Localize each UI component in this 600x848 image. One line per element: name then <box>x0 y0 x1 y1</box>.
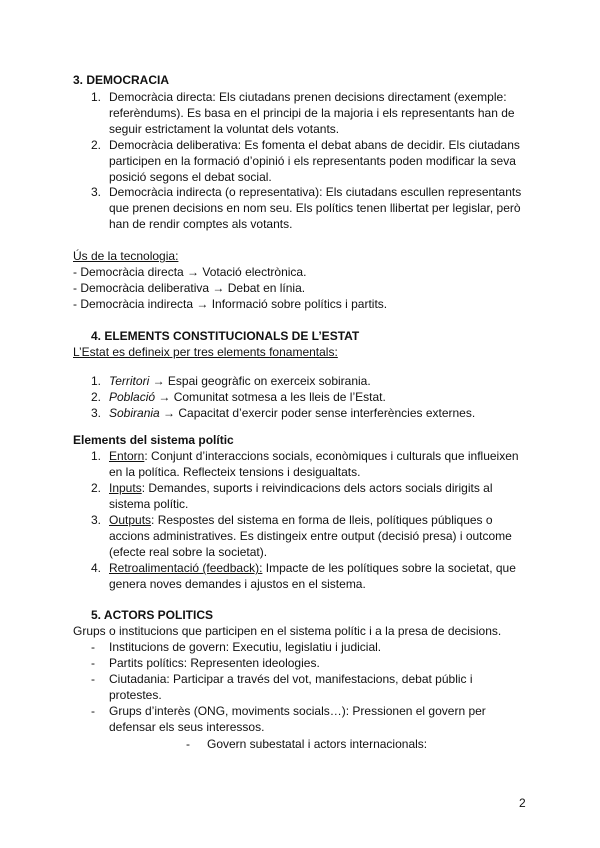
list-item-line: sistema polític. <box>109 497 189 511</box>
list-number: 1. <box>91 449 102 463</box>
section-4-intro: L’Estat es defineix per tres elements fonamentals: <box>73 345 338 359</box>
bullet-dash: - <box>91 672 95 686</box>
term: Outputs <box>109 513 152 527</box>
list-number: 3. <box>91 185 102 199</box>
tech-line: - Democràcia indirecta → Informació sobre polítics i partits. <box>73 297 388 311</box>
list-item-line <box>109 560 516 576</box>
tech-title: Ús de la tecnologia: <box>73 249 179 263</box>
list-number: 4. <box>91 561 102 575</box>
bullet-line: defensar els seus interessos. <box>109 720 265 734</box>
list-item-line: Democràcia deliberativa: Es fomenta el debat abans de decidir. Els ciutadans <box>109 138 520 152</box>
list-item-line: seguir estrictament la voluntat dels votants. <box>109 122 340 136</box>
section-4-heading: 4. ELEMENTS CONSTITUCIONALS DE L’ESTAT <box>91 329 360 343</box>
bullet-line: Grups d’interès (ONG, moviments socials…): Pressionen el govern per <box>109 704 486 718</box>
bullet-line: Partits polítics: Representen ideologies. <box>109 656 320 670</box>
list-number: 3. <box>91 513 102 527</box>
term: Retroalimentació (feedback): <box>109 561 263 575</box>
list-item-line: Democràcia directa: Els ciutadans prenen decisions directament (exemple: <box>109 90 507 104</box>
list-item-line: posició segons el debat social. <box>109 170 272 184</box>
list-item <box>109 405 475 421</box>
list-number: 1. <box>91 90 102 104</box>
list-item-line: han de rendir comptes als votants. <box>109 217 293 231</box>
list-number: 2. <box>91 138 102 152</box>
list-item <box>109 373 371 389</box>
definition: → Espai geogràfic on exerceix sobirania. <box>149 374 371 388</box>
term: Entorn <box>109 449 145 463</box>
page-number: 2 <box>519 796 526 810</box>
tech-line: - Democràcia deliberativa → Debat en línia. <box>73 281 306 295</box>
bullet-line: protestes. <box>109 688 162 702</box>
list-item-line: que prenen decisions en nom seu. Els polítics tenen llibertat per legislar, però <box>109 201 521 215</box>
definition: Impacte de les polítiques sobre la societat, que <box>262 561 516 575</box>
bullet-dash: - <box>91 704 95 718</box>
definition: → Comunitat sotmesa a les lleis de l’Estat. <box>155 390 386 404</box>
definition: : Demandes, suports i reivindicacions dels actors socials dirigits al <box>141 481 493 495</box>
list-item-line: Democràcia indirecta (o representativa): Els ciutadans escullen representants <box>109 185 522 199</box>
list-item-line: en la política. Reflecteix tensions i desigualtats. <box>109 465 361 479</box>
section-5-heading: 5. ACTORS POLITICS <box>91 608 214 622</box>
bullet-line: Ciutadania: Participar a través del vot, manifestacions, debat públic i <box>109 672 473 686</box>
list-number: 2. <box>91 390 102 404</box>
term: Inputs <box>109 481 142 495</box>
list-number: 3. <box>91 406 102 420</box>
list-number: 2. <box>91 481 102 495</box>
tech-line: - Democràcia directa → Votació electrònica. <box>73 265 307 279</box>
definition: : Respostes del sistema en forma de lleis, polítiques públiques o <box>151 513 493 527</box>
definition: → Capacitat d’exercir poder sense interferències externes. <box>159 406 476 420</box>
list-item-line: accions administratives. Es distingeix entre output (decisió presa) i outcome <box>109 529 512 543</box>
term: Territori <box>109 374 150 388</box>
list-item-line: referèndums). Es basa en el principi de la majoria i els representants han de <box>109 106 515 120</box>
term: Sobirania <box>109 406 160 420</box>
list-item-line <box>109 512 493 528</box>
section-5-intro: Grups o institucions que participen en el sistema polític i a la presa de decisions. <box>73 624 502 638</box>
list-item-line: (efecte real sobre la societat). <box>109 545 268 559</box>
bullet-dash: - <box>91 640 95 654</box>
list-item <box>109 389 386 405</box>
definition: : Conjunt d’interaccions socials, econòmiques i culturals que influeixen <box>144 449 519 463</box>
bullet-line: Institucions de govern: Executiu, legislatiu i judicial. <box>109 640 382 654</box>
list-item-line: participen en la formació d’opinió i els representants poden modificar la seva <box>109 154 516 168</box>
section-3-heading: 3. DEMOCRACIA <box>73 73 170 87</box>
list-item-line <box>109 480 493 496</box>
sub-bullet-line: Govern subestatal i actors internacionals: <box>207 737 428 751</box>
bullet-dash: - <box>186 737 190 751</box>
list-number: 1. <box>91 374 102 388</box>
list-item-line <box>109 448 519 464</box>
bullet-dash: - <box>91 656 95 670</box>
sistema-heading: Elements del sistema polític <box>73 433 234 447</box>
term: Població <box>109 390 156 404</box>
list-item-line: genera noves demandes i ajustos en el sistema. <box>109 577 366 591</box>
